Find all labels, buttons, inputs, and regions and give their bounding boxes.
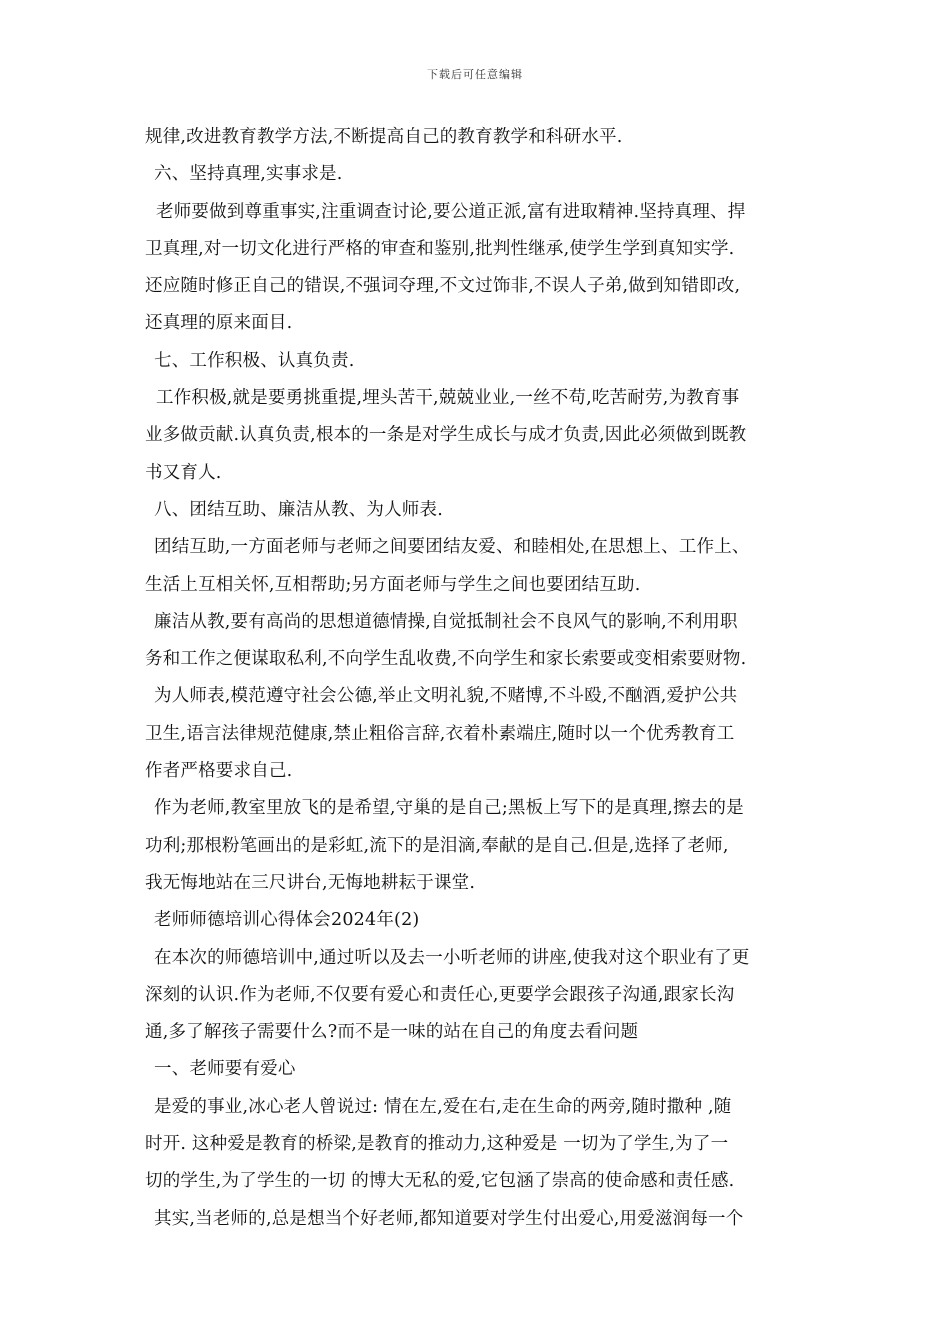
text-line: 团结互助,一方面老师与老师之间要团结友爱、和睦相处,在思想上、工作上、 [154, 537, 750, 558]
text-line: 老师要做到尊重事实,注重调查讨论,要公道正派,富有进取精神.坚持真理、捍 [156, 201, 746, 222]
text-line: 务和工作之便谋取私利,不向学生乱收费,不向学生和家长索要或变相索要财物. [145, 649, 747, 670]
text-line: 我无悔地站在三尺讲台,无悔地耕耘于课堂. [145, 872, 476, 893]
text-line: 廉洁从教,要有高尚的思想道德情操,自觉抵制社会不良风气的影响,不利用职 [154, 611, 738, 632]
text-line: 时开. 这种爱是教育的桥梁,是教育的推动力,这种爱是 一切为了学生,为了一 [145, 1134, 729, 1155]
text-line: 还真理的原来面目. [145, 313, 293, 334]
text-line: 七、工作积极、认真负责. [154, 350, 355, 371]
text-line: 卫生,语言法律规范健康,禁止粗俗言辞,衣着朴素端庄,随时以一个优秀教育工 [145, 723, 735, 744]
text-line: 为人师表,模范遵守社会公德,举止文明礼貌,不赌博,不斗殴,不酗酒,爱护公共 [154, 686, 738, 707]
text-line: 八、团结互助、廉洁从教、为人师表. [154, 499, 443, 520]
text-line: 深刻的认识.作为老师,不仅要有爱心和责任心,更要学会跟孩子沟通,跟家长沟 [145, 984, 735, 1005]
text-line: 作为老师,教室里放飞的是希望,守巢的是自己;黑板上写下的是真理,擦去的是 [154, 798, 744, 819]
text-line: 书又育人. [145, 462, 222, 483]
text-line: 是爱的事业,冰心老人曾说过: 情在左,爱在右,走在生命的两旁,随时撒种 ,随 [154, 1096, 732, 1117]
text-line: 作者严格要求自己. [145, 761, 293, 782]
text-line: 工作积极,就是要勇挑重提,埋头苦干,兢兢业业,一丝不苟,吃苦耐劳,为教育事 [156, 388, 740, 409]
document-body [145, 119, 809, 1238]
text-line: 卫真理,对一切文化进行严格的审查和鉴别,批判性继承,使学生学到真知实学. [145, 238, 735, 259]
text-line: 还应随时修正自己的错误,不强词夺理,不文过饰非,不误人子弟,做到知错即改, [145, 276, 741, 297]
text-line: 老师师德培训心得体会2024年(2) [154, 910, 420, 931]
text-line: 一、老师要有爱心 [154, 1059, 296, 1080]
text-line: 生活上互相关怀,互相帮助;另方面老师与学生之间也要团结互助. [145, 574, 641, 595]
text-line: 六、坚持真理,实事求是. [154, 164, 343, 185]
text-line: 通,多了解孩子需要什么?而不是一味的站在自己的角度去看问题 [145, 1022, 639, 1043]
text-line: 在本次的师德培训中,通过听以及去一小听老师的讲座,使我对这个职业有了更 [154, 947, 750, 968]
text-line: 功利;那根粉笔画出的是彩虹,流下的是泪滴,奉献的是自己.但是,选择了老师, [145, 835, 729, 856]
text-line: 规律,改进教育教学方法,不断提高自己的教育教学和科研水平. [145, 127, 623, 147]
text-line: 其实,当老师的,总是想当个好老师,都知道要对学生付出爱心,用爱滋润每一个 [154, 1208, 744, 1229]
page-header-note: 下载后可任意编辑 [427, 68, 523, 81]
text-line: 切的学生,为了学生的一切 的博大无私的爱,它包涵了崇高的使命感和责任感. [145, 1171, 735, 1192]
text-line: 业多做贡献.认真负责,根本的一条是对学生成长与成才负责,因此必须做到既教 [145, 425, 747, 446]
